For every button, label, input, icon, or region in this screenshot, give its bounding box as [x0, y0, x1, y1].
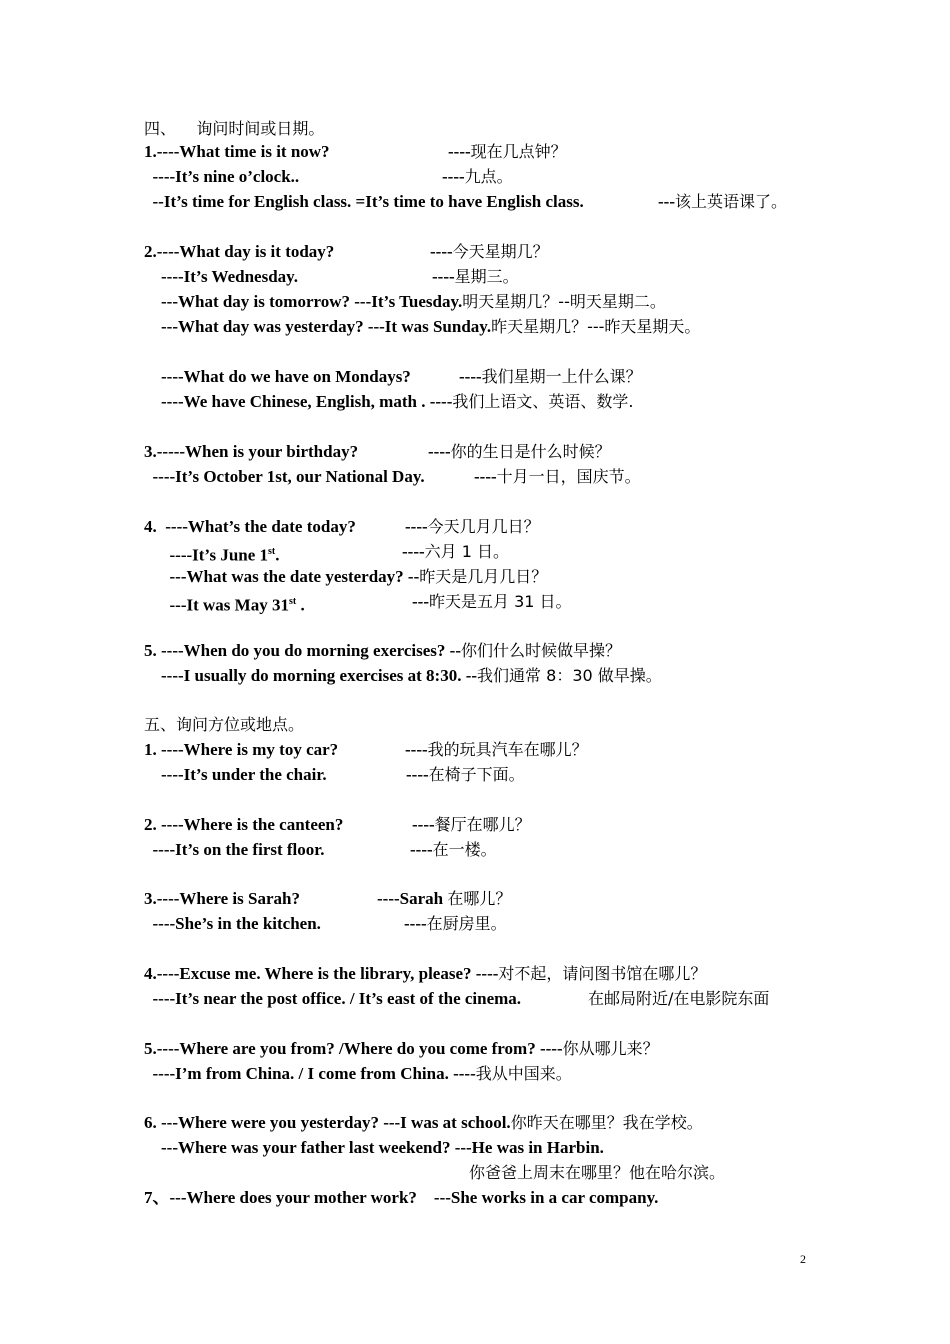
dialogue-line: 5.----Where are you from? /Where do you come from? ----你从哪儿来？ [144, 1039, 659, 1058]
section-heading: 五、询问方位或地点。 [144, 715, 305, 734]
dialogue-line: ---What was the date yesterday? --昨天是几月几日？ [144, 567, 548, 586]
dialogue-line: 1.----What time is it now? ----现在几点钟？ [144, 142, 567, 161]
dialogue-line: 4.----Excuse me. Where is the library, please? ----对不起，请问图书馆在哪儿？ [144, 964, 707, 983]
dialogue-translation: 你爸爸上周末在哪里？他在哈尔滨。 [469, 1163, 726, 1182]
dialogue-line: ----She’s in the kitchen. ----在厨房里。 [144, 914, 507, 933]
dialogue-line: 1. ----Where is my toy car? ----我的玩具汽车在哪儿？ [144, 740, 588, 759]
dialogue-line: ----It’s Wednesday. ----星期三。 [144, 267, 519, 286]
dialogue-line: 2.----What day is it today? ----今天星期几？ [144, 242, 549, 261]
dialogue-line: 4. ----What’s the date today? ----今天几月几日？ [144, 517, 540, 536]
dialogue-line: ----It’s under the chair. ----在椅子下面。 [144, 765, 525, 784]
dialogue-line: ----It’s nine o’clock.. ----九点。 [144, 167, 513, 186]
dialogue-line: ---What day was yesterday? ---It was Sunday.昨天星期几？---昨天星期天。 [144, 317, 701, 336]
section-heading: 四、 询问时间或日期。 [144, 119, 325, 138]
dialogue-line: --It’s time for English class. =It’s time to have English class. ---该上英语课了。 [144, 192, 787, 211]
dialogue-line: 2. ----Where is the canteen? ----餐厅在哪儿？ [144, 815, 531, 834]
dialogue-line: 7、---Where does your mother work? ---She works in a car company. [144, 1188, 659, 1207]
page-number: 2 [800, 1252, 806, 1266]
dialogue-line: ----What do we have on Mondays? ----我们星期一上什么课？ [144, 367, 642, 386]
dialogue-line: ----I’m from China. / I come from China. ----我从中国来。 [144, 1064, 572, 1083]
dialogue-line: ----It’s on the first floor. ----在一楼。 [144, 840, 497, 859]
dialogue-line: ---What day is tomorrow? ---It’s Tuesday.明天星期几？--明天星期二。 [144, 292, 666, 311]
dialogue-line: ---Where was your father last weekend? ---He was in Harbin. [144, 1138, 604, 1157]
dialogue-line: ----It’s June 1st. ----六月 1 日。 [144, 542, 510, 565]
dialogue-line: ----It’s near the post office. / It’s east of the cinema. 在邮局附近/在电影院东面 [144, 989, 770, 1008]
dialogue-line: 3.----Where is Sarah? ----Sarah 在哪儿？ [144, 889, 512, 908]
dialogue-line: ---It was May 31st . ---昨天是五月 31 日。 [144, 592, 572, 615]
dialogue-line: 3.-----When is your birthday? ----你的生日是什么时候？ [144, 442, 611, 461]
dialogue-line: ----It’s October 1st, our National Day. ----十月一日，国庆节。 [144, 467, 641, 486]
dialogue-line: ----I usually do morning exercises at 8:30. --我们通常 8：30 做早操。 [144, 666, 662, 685]
dialogue-line: ----We have Chinese, English, math . ----我们上语文、英语、数学. [144, 392, 634, 411]
dialogue-line: 6. ---Where were you yesterday? ---I was at school.你昨天在哪里？我在学校。 [144, 1113, 703, 1132]
dialogue-line: 5. ----When do you do morning exercises? --你们什么时候做早操？ [144, 641, 622, 660]
